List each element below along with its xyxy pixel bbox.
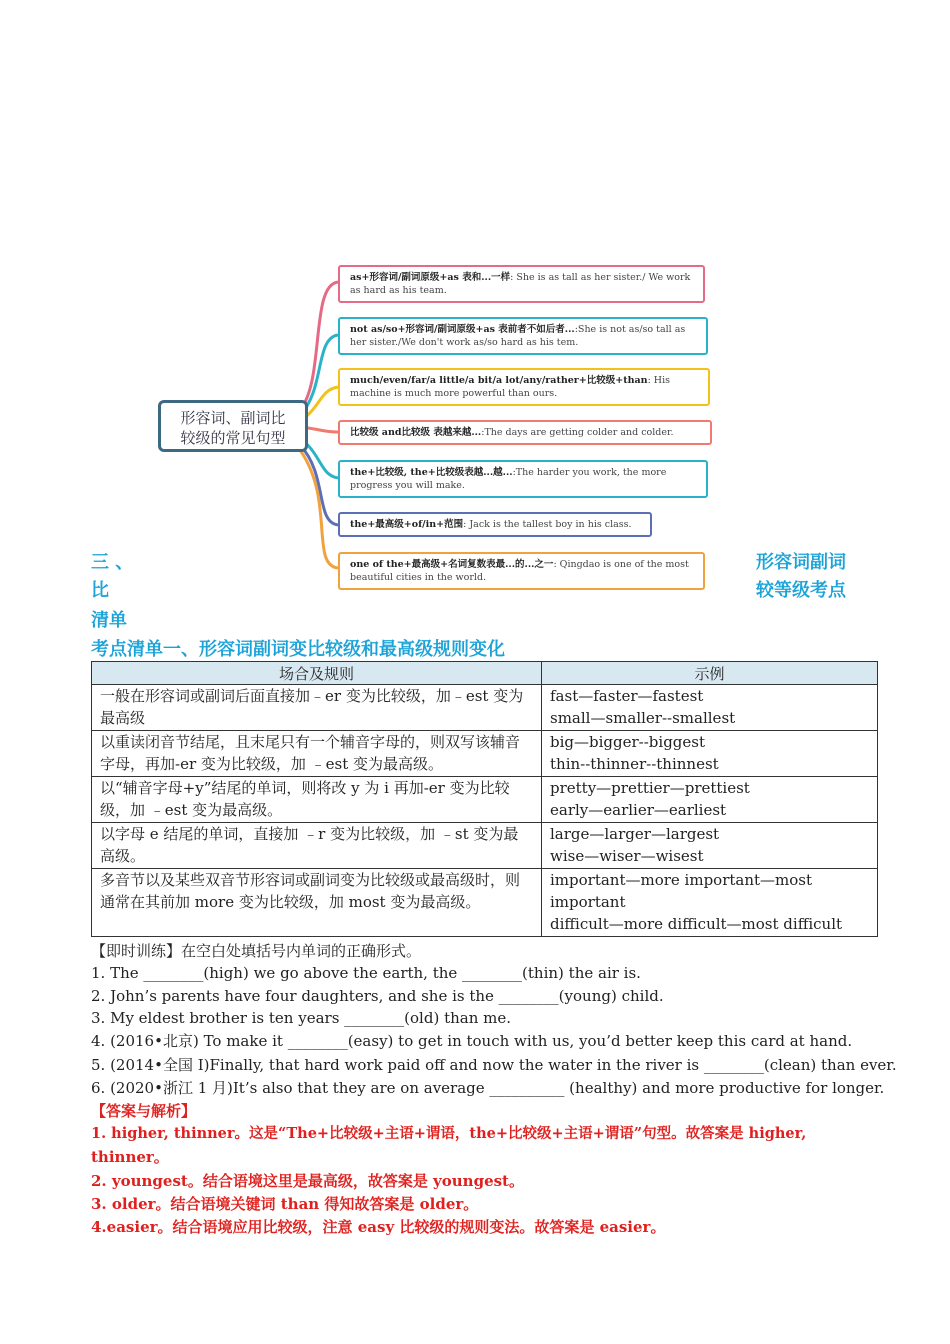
example-line: early—earlier—earliest <box>550 801 727 819</box>
rule-cell: 多音节以及某些双音节形容词或副词变为比较级或最高级时，则通常在其前加 more 变为比较级，加 most 变为最高级。 <box>92 869 542 937</box>
table-row <box>92 731 878 777</box>
answer-line: 3. older。结合语境关键词 than 得知故答案是 older。 <box>91 1195 479 1213</box>
section-heading-left-3: 清单 <box>91 610 127 631</box>
answer-line: 4.easier。结合语境应用比较级，注意 easy 比较级的规则变法。故答案是 easier。 <box>91 1218 666 1236</box>
exercise-item: 1. The ________(high) we go above the earth, the ________(thin) the air is. <box>91 964 641 982</box>
mind-map-node-2: not as/so+形容词/副词原级+as 表前者不如后者...:She is not as/so tall as her sister./We don't work as/so hard as his tem. <box>338 317 708 355</box>
section-heading-right-2: 较等级考点 <box>756 580 846 601</box>
table-row <box>92 777 878 823</box>
table-row <box>92 869 878 937</box>
mind-map <box>150 260 730 600</box>
exercise-item: 3. My eldest brother is ten years ________(old) than me. <box>91 1009 511 1027</box>
table-row <box>92 685 878 731</box>
mind-map-node-1: as+形容词/副词原级+as 表和...一样: She is as tall as her sister./ We work as hard as his team. <box>338 265 705 303</box>
mind-map-node-6: the+最高级+of/in+范围: Jack is the tallest boy in his class. <box>338 512 652 537</box>
list-heading: 考点清单一、形容词副词变比较级和最高级规则变化 <box>91 639 505 660</box>
mind-map-node-7: one of the+最高级+名词复数表最...的...之一: Qingdao is one of the most beautiful cities in the world. <box>338 552 705 590</box>
rules-table <box>91 661 878 937</box>
answer-line: 2. youngest。结合语境这里是最高级，故答案是 youngest。 <box>91 1172 524 1190</box>
rule-cell: 一般在形容词或副词后面直接加﹣er 变为比较级，加﹣est 变为最高级 <box>92 685 542 731</box>
exercise-item: 5. (2014•全国 I)Finally, that hard work paid off and now the water in the river is ________(clean) than ever. <box>91 1056 897 1074</box>
answer-line: thinner。 <box>91 1148 169 1166</box>
table-header-row <box>92 662 878 685</box>
exercise-title: 【即时训练】在空白处填括号内单词的正确形式。 <box>91 942 422 960</box>
exercise-item: 4. (2016•北京) To make it ________(easy) to get in touch with us, you’d better keep this card at hand. <box>91 1032 853 1050</box>
mind-map-root-line-1: 形容词、副词比 <box>180 409 286 427</box>
table-header-example: 示例 <box>542 662 878 685</box>
example-line: fast—faster—fastest <box>550 687 704 705</box>
mind-map-node-5: the+比较级, the+比较级表越...越...:The harder you work, the more progress you will make. <box>338 460 708 498</box>
rule-cell: 以字母 e 结尾的单词，直接加 ﹣r 变为比较级，加 ﹣st 变为最高级。 <box>92 823 542 869</box>
example-cell <box>542 869 878 937</box>
example-cell <box>542 731 878 777</box>
connector-4 <box>308 428 338 432</box>
mind-map-node-3: much/even/far/a little/a bit/a lot/any/rather+比较级+than: His machine is much more powerful than ours. <box>338 368 710 406</box>
section-heading-right-1: 形容词副词 <box>756 552 846 573</box>
connector-1 <box>300 282 338 410</box>
example-line: pretty—prettier—prettiest <box>550 779 750 797</box>
example-cell <box>542 777 878 823</box>
rule-cell: 以“辅音字母+y”结尾的单词，则将改 y 为 i 再加-er 变为比较级，加 ﹣est 变为最高级。 <box>92 777 542 823</box>
answer-line: 1. higher, thinner。这是“The+比较级+主语+谓语，the+比较级+主语+谓语”句型。故答案是 higher, <box>91 1125 807 1142</box>
example-line: small—smaller--smallest <box>550 709 736 727</box>
mind-map-root <box>158 400 308 452</box>
connector-7 <box>300 450 338 568</box>
example-cell <box>542 685 878 731</box>
table-row <box>92 823 878 869</box>
section-heading-left-1: 三 、 <box>91 552 134 573</box>
mind-map-node-4: 比较级 and比较级 表越来越...:The days are getting colder and colder. <box>338 420 712 445</box>
exercise-item: 2. John’s parents have four daughters, and she is the ________(young) child. <box>91 987 664 1005</box>
example-line: large—larger—largest <box>550 825 720 843</box>
rule-cell: 以重读闭音节结尾，且末尾只有一个辅音字母的，则双写该辅音字母，再加-er 变为比较级，加 ﹣est 变为最高级。 <box>92 731 542 777</box>
table-header-rule: 场合及规则 <box>92 662 542 685</box>
mind-map-root-line-2: 较级的常见句型 <box>180 429 286 447</box>
example-line: difficult—more difficult—most difficult <box>550 915 843 933</box>
example-line: important—more important—most important <box>550 871 813 911</box>
exercise-item: 6. (2020•浙江 1 月)It’s also that they are on average __________ (healthy) and more productive for longer. <box>91 1079 885 1097</box>
example-line: thin--thinner--thinnest <box>550 755 719 773</box>
example-line: wise—wiser—wisest <box>550 847 704 865</box>
example-cell <box>542 823 878 869</box>
example-line: big—bigger--biggest <box>550 733 705 751</box>
answers-title: 【答案与解析】 <box>91 1102 197 1120</box>
section-heading-left-2: 比 <box>91 580 109 601</box>
